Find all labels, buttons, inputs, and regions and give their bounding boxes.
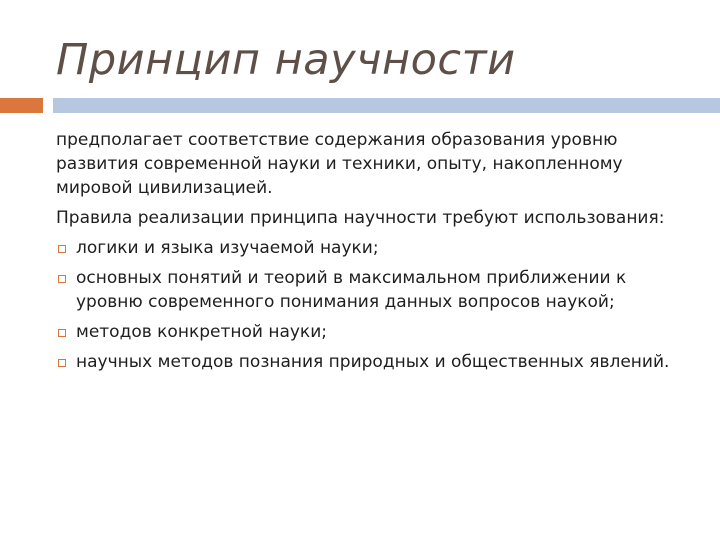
bullet-text: основных понятий и теорий в максимальном приближении к уровню современного понимания данных вопросов наукой; xyxy=(76,268,627,312)
hollow-square-bullet-icon xyxy=(58,359,66,367)
list-item xyxy=(56,350,696,374)
bullet-list xyxy=(56,236,696,374)
list-item xyxy=(56,320,696,344)
slide-title: Принцип научности xyxy=(56,35,516,85)
bullet-text: логики и языка изучаемой науки; xyxy=(76,238,379,258)
hollow-square-bullet-icon xyxy=(58,329,66,337)
rules-paragraph: Правила реализации принципа научности требуют использования: xyxy=(56,208,665,228)
title-divider-accent xyxy=(0,98,43,113)
slide-body xyxy=(56,128,696,380)
list-item xyxy=(56,266,696,314)
bullet-text: методов конкретной науки; xyxy=(76,322,327,342)
bullet-text: научных методов познания природных и общественных явлений. xyxy=(76,352,670,372)
hollow-square-bullet-icon xyxy=(58,245,66,253)
list-item xyxy=(56,236,696,260)
intro-paragraph: предполагает соответствие содержания образования уровню развития современной науки и техники, опыту, накопленному мировой цивилизацией. xyxy=(56,130,623,198)
title-divider-bar xyxy=(53,98,720,113)
hollow-square-bullet-icon xyxy=(58,275,66,283)
